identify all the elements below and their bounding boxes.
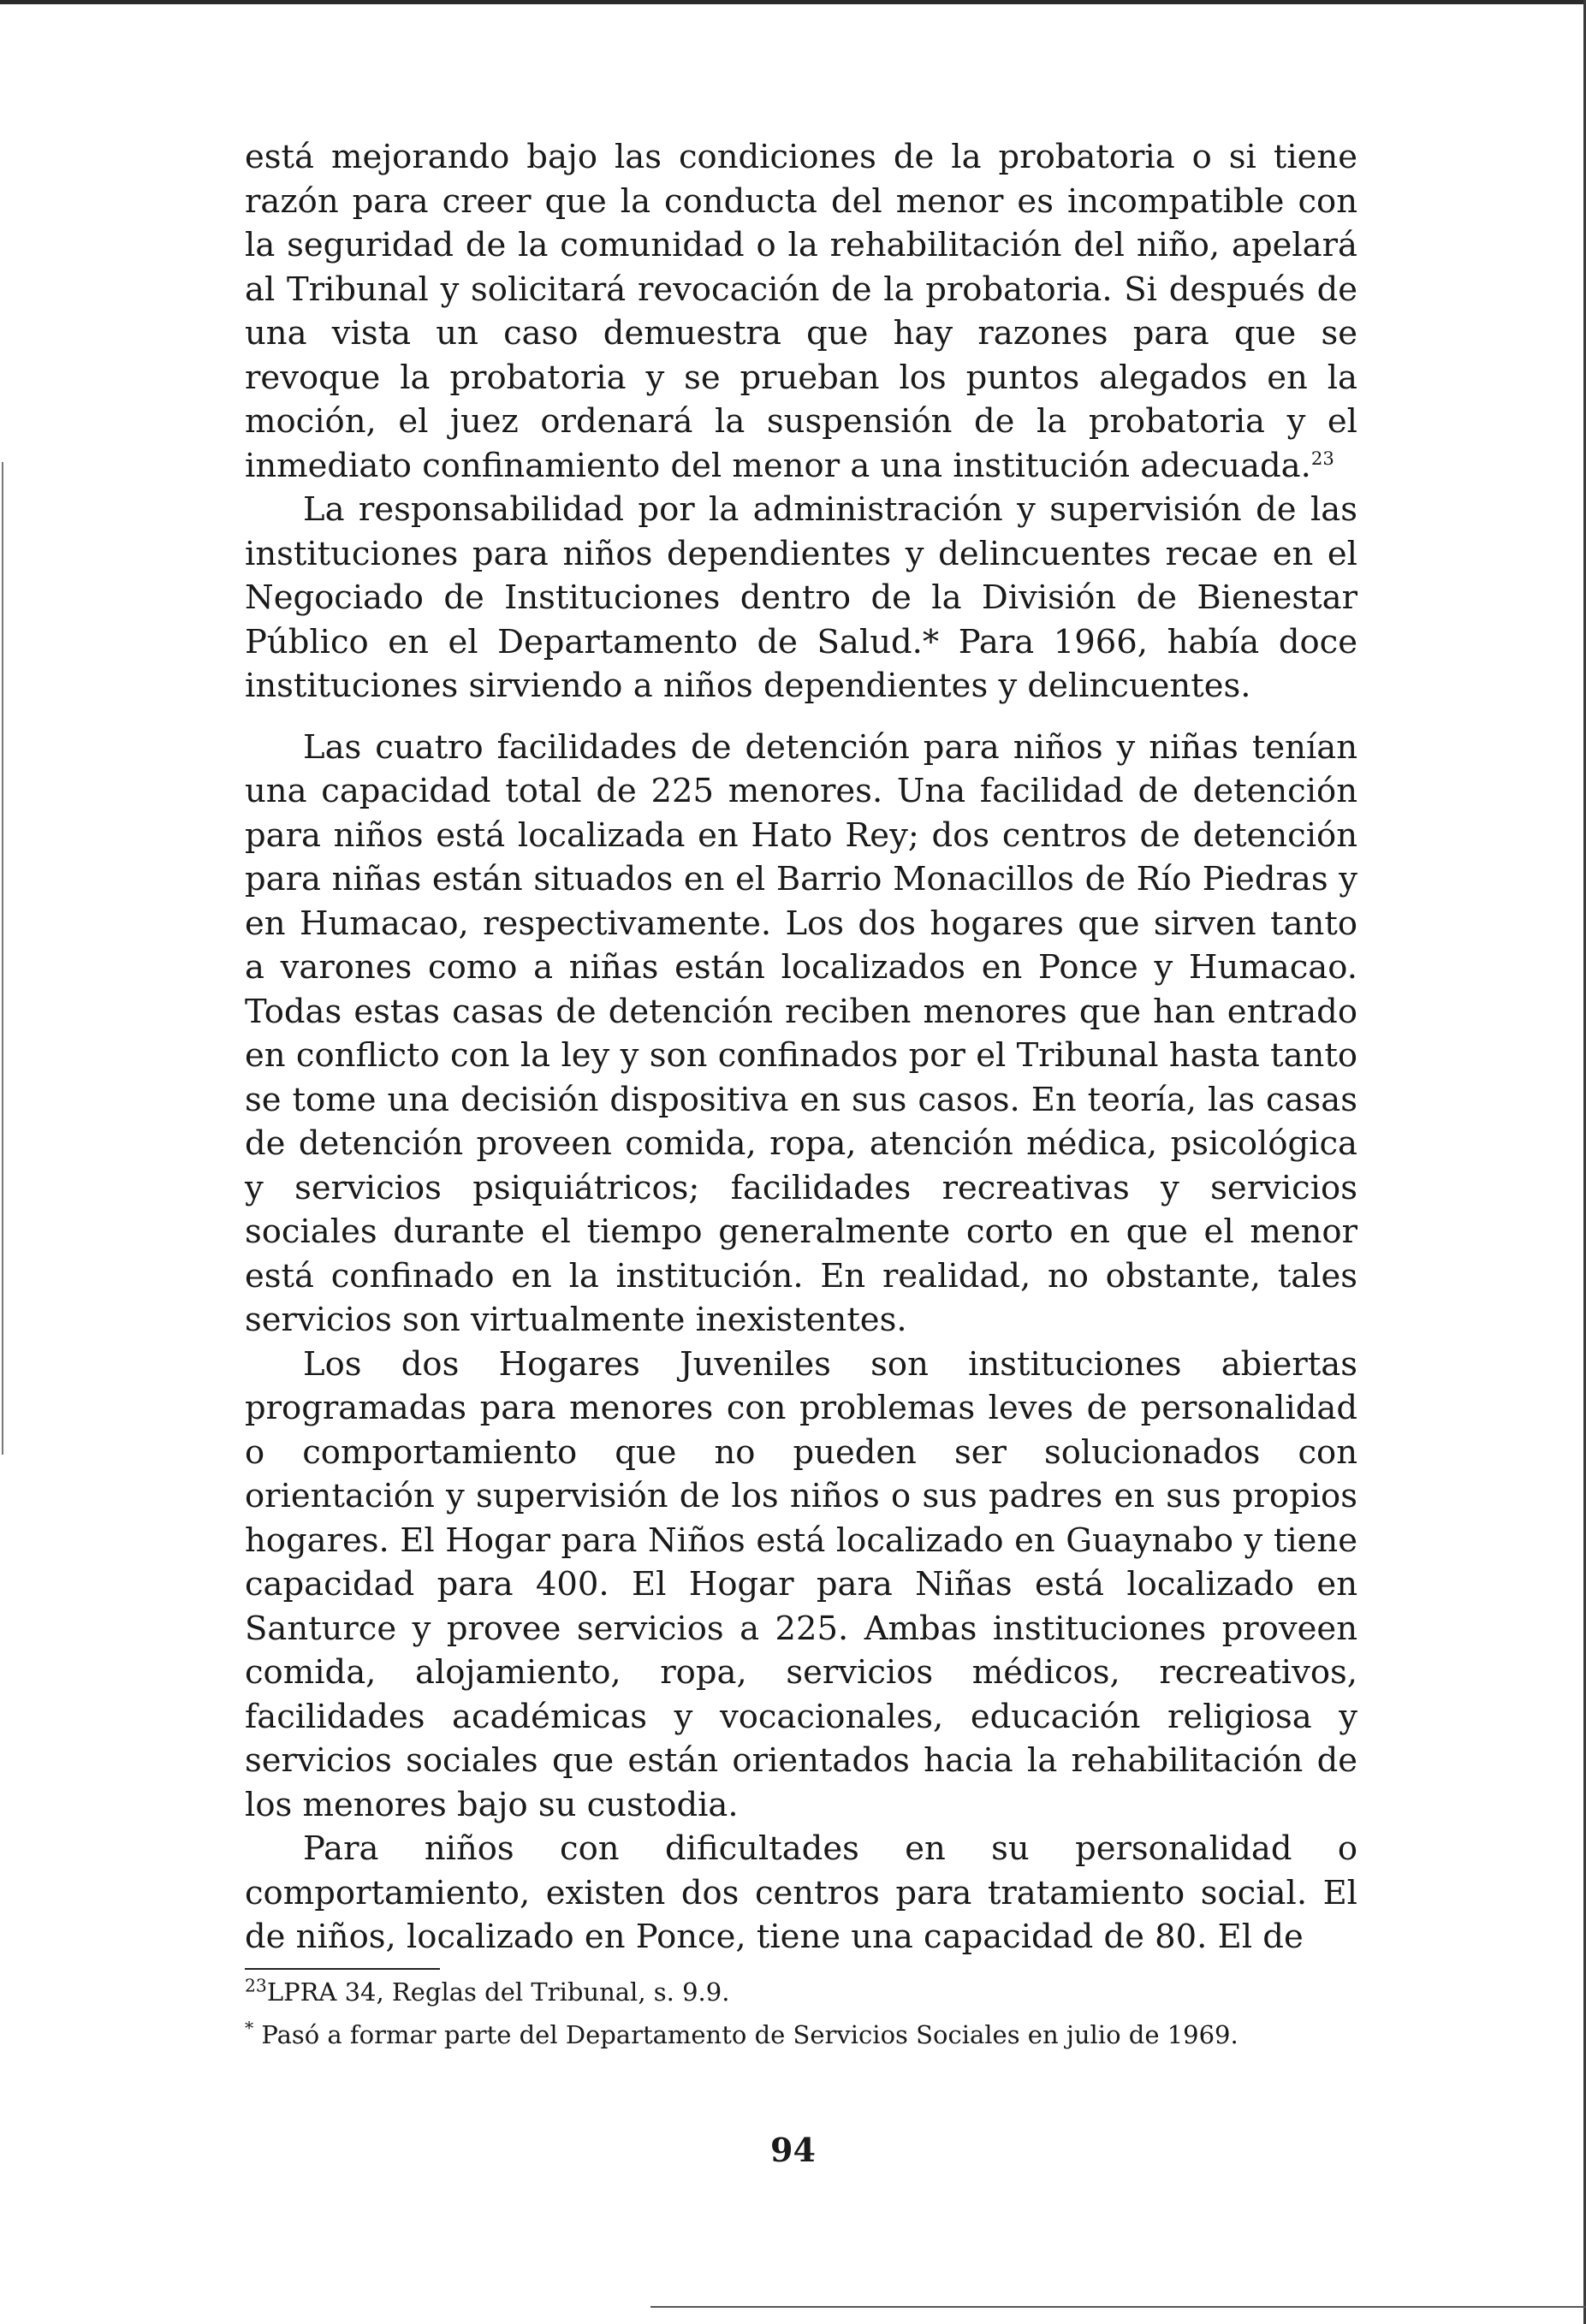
footnote-23 (245, 1977, 1357, 2007)
body-text (245, 135, 1357, 1959)
paragraph-1-text: está mejorando bajo las condiciones de la probatoria o si tiene razón para creer que la conducta del menor es incompatible con la seguridad de la comunidad o la rehabilitación del niño, apelará al Tribunal y solicitará revocación de la probatoria. Si después de una vista un caso demuestra que hay razones para que se revoque la probatoria y se prueban los puntos alegados en la moción, el juez ordenará la suspensión de la probatoria y el inmediato confinamiento del menor a una institución adecuada. (245, 138, 1357, 485)
paragraph-4: Los dos Hogares Juveniles son instituciones abiertas programadas para menores con problemas leves de personalidad o comportamiento que no pueden ser solucionados con orientación y supervisión de los niños o sus padres en sus propios hogares. El Hogar para Niños está localizado en Guaynabo y tiene capacidad para 400. El Hogar para Niñas está localizado en Santurce y provee servicios a 225. Ambas instituciones proveen comida, alojamiento, ropa, servicios médicos, recreativos, facilidades académicas y vocacionales, educación religiosa y servicios sociales que están orientados hacia la rehabilitación de los menores bajo su custodia. (245, 1344, 1357, 1824)
top-scan-edge (0, 0, 1586, 4)
paragraph-5: Para niños con dificultades en su personalidad o comportamiento, existen dos centros para tratamiento social. El de niños, localizado en Ponce, tiene una capacidad de 80. El de (245, 1829, 1357, 1956)
footnote-asterisk (245, 2019, 1357, 2050)
paragraph-2: La responsabilidad por la administración y supervisión de las instituciones para niños dependientes y delincuentes recae en el Negociado de Instituciones dentro de la División de Bienestar Público en el Departamento de Salud.* Para 1966, había doce instituciones sirviendo a niños dependientes y delincuentes. (245, 490, 1357, 705)
bottom-scan-edge (650, 2306, 1586, 2308)
footnote-ref-23: 23 (1310, 447, 1334, 469)
left-scan-edge (2, 462, 3, 1455)
footnotes (245, 1977, 1357, 2062)
footnote-asterisk-mark: * (245, 2018, 254, 2039)
footnote-23-mark: 23 (245, 1975, 267, 1996)
paragraph-3: Las cuatro facilidades de detención para niños y niñas tenían una capacidad total de 225 menores. Una facilidad de detención para niños está localizada en Hato Rey; dos centros de detención para niñas están situados en el Barrio Monacillos de Río Piedras y en Humacao, respectivamente. Los dos hogares que sirven tanto a varones como a niñas están localizados en Ponce y Humacao. Todas estas casas de detención reciben menores que han entrado en conflicto con la ley y son confinados por el Tribunal hasta tanto se tome una decisión dispositiva en sus casos. En teoría, las casas de detención proveen comida, ropa, atención médica, psicológica y servicios psiquiátricos; facilidades recreativas y servicios sociales durante el tiempo generalmente corto en que el menor está confinado en la institución. En realidad, no obstante, tales servicios son virtualmente inexistentes. (245, 727, 1357, 1339)
footnote-divider (245, 1968, 440, 1970)
footnote-23-text: LPRA 34, Reglas del Tribunal, s. 9.9. (266, 1977, 730, 2007)
footnote-asterisk-text: Pasó a formar parte del Departamento de Servicios Sociales en julio de 1969. (261, 2020, 1239, 2049)
page-number: 94 (770, 2131, 816, 2169)
paragraph-1 (245, 135, 1357, 488)
